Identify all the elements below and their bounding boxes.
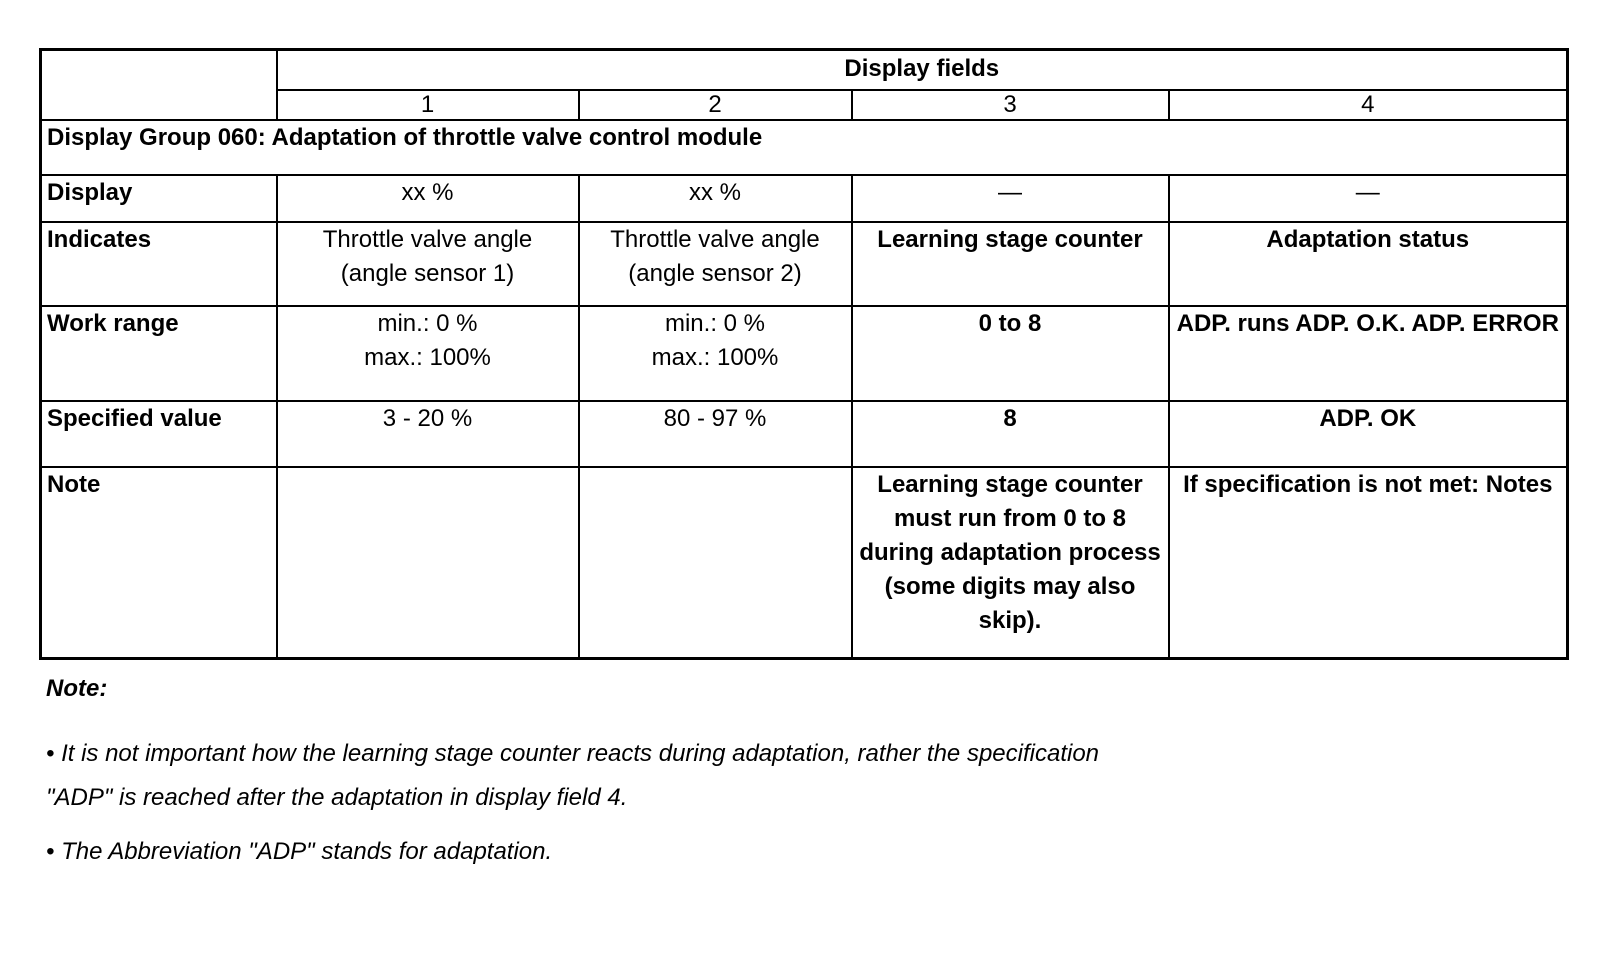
note-field-1 <box>277 467 579 659</box>
note-field-2 <box>579 467 852 659</box>
field-number-3: 3 <box>852 90 1169 120</box>
indicates-field-4: Adaptation status <box>1169 222 1568 306</box>
display-field-2: xx % <box>579 175 852 222</box>
notes-title: Note: <box>46 675 108 702</box>
row-label-display: Display <box>41 175 277 222</box>
work-range-field-4: ADP. runs ADP. O.K. ADP. ERROR <box>1169 306 1568 401</box>
field-number-4: 4 <box>1169 90 1568 120</box>
work-range-row <box>41 306 1568 401</box>
indicates-field-2-line-2: (angle sensor 2) <box>628 259 802 287</box>
indicates-field-1 <box>277 222 579 306</box>
work-range-field-2-min: min.: 0 % <box>664 309 766 337</box>
indicates-field-3: Learning stage counter <box>852 222 1169 306</box>
indicates-row <box>41 222 1568 306</box>
group-title: Display Group 060: Adaptation of throttle valve control module <box>41 120 1568 175</box>
work-range-field-2 <box>579 306 852 401</box>
work-range-field-1-min: min.: 0 % <box>377 309 478 337</box>
specified-field-1: 3 - 20 % <box>277 401 579 467</box>
header-row <box>41 50 1568 90</box>
work-range-field-2-max: max.: 100% <box>651 343 779 371</box>
work-range-field-3: 0 to 8 <box>852 306 1169 401</box>
note-bullet-1-line-1: • It is not important how the learning stage counter reacts during adaptation, rather the specification <box>46 740 1100 767</box>
field-number-2: 2 <box>579 90 852 120</box>
note-field-4: If specification is not met: Notes <box>1169 467 1568 659</box>
row-label-indicates: Indicates <box>41 222 277 306</box>
row-label-note: Note <box>41 467 277 659</box>
field-number-1: 1 <box>277 90 579 120</box>
display-row <box>41 175 1568 222</box>
specified-value-row <box>41 401 1568 467</box>
display-field-3: — <box>852 175 1169 222</box>
display-field-1: xx % <box>277 175 579 222</box>
specified-field-2: 80 - 97 % <box>579 401 852 467</box>
work-range-field-1 <box>277 306 579 401</box>
note-row <box>41 467 1568 659</box>
row-label-specified-value: Specified value <box>41 401 277 467</box>
indicates-field-1-line-1: Throttle valve angle <box>322 225 533 253</box>
display-group-table <box>39 48 1569 660</box>
group-title-row <box>41 120 1568 175</box>
work-range-field-1-max: max.: 100% <box>364 343 491 371</box>
display-field-4: — <box>1169 175 1568 222</box>
display-fields-header: Display fields <box>277 50 1568 90</box>
notes-section <box>46 672 1546 884</box>
specified-field-3: 8 <box>852 401 1169 467</box>
note-bullet-2: • The Abbreviation "ADP" stands for adaptation. <box>46 838 553 865</box>
indicates-field-1-line-2: (angle sensor 1) <box>340 259 515 287</box>
note-bullet-1 <box>46 732 1546 820</box>
note-bullet-1-line-2: "ADP" is reached after the adaptation in display field 4. <box>46 784 628 811</box>
indicates-field-2 <box>579 222 852 306</box>
specified-field-4: ADP. OK <box>1169 401 1568 467</box>
row-label-work-range: Work range <box>41 306 277 401</box>
corner-cell <box>41 50 277 120</box>
note-field-3: Learning stage counter must run from 0 to 8 during adaptation process (some digits may also skip). <box>852 467 1169 659</box>
indicates-field-2-line-1: Throttle valve angle <box>610 225 820 253</box>
